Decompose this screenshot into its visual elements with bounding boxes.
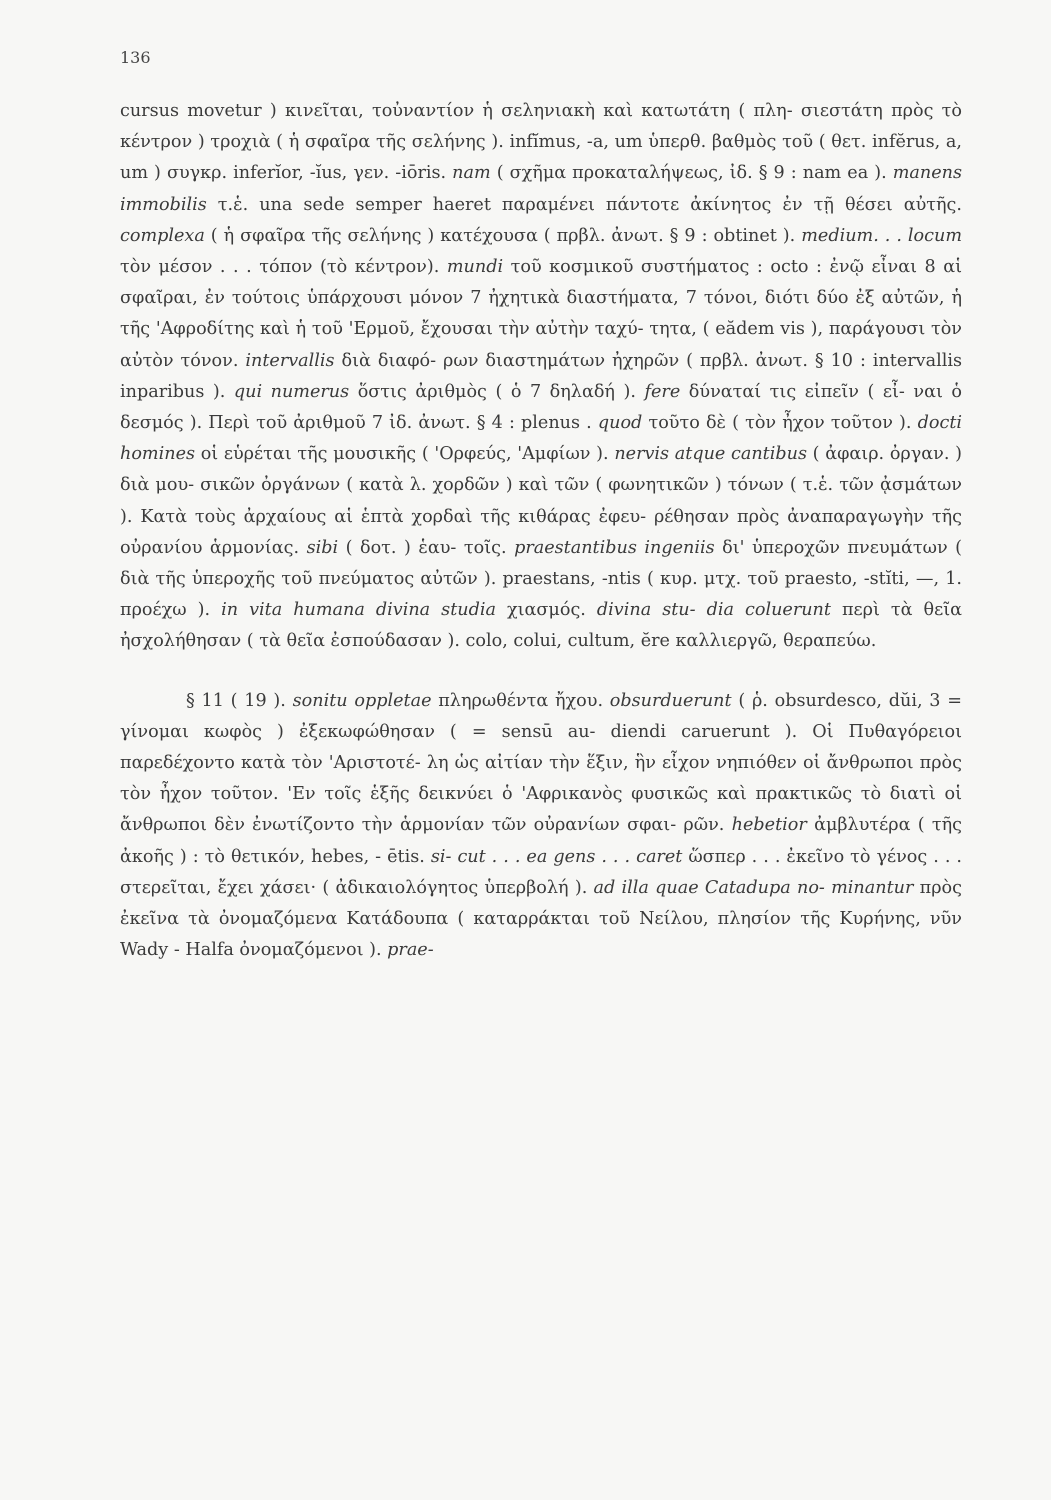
text-run: ( ῥ. <box>731 690 768 711</box>
latin-lemma: complexa <box>120 225 205 246</box>
text-run: ὅστις ἀριθμὸς ( ὁ 7 δηλαδή ). <box>349 381 645 402</box>
text-run: ρέθησαν πρὸς ἀναπαραγωγὴν τῆς οὐρανίου ἁρμονίας. <box>120 506 962 558</box>
latin-lemma: prae- <box>387 940 434 961</box>
latin-lemma: nam <box>452 163 491 184</box>
latin-lemma: intervallis <box>245 350 335 371</box>
latin-lemma: si- <box>430 846 452 867</box>
text-run: Νείλου, πλησίον τῆς Κυρήνης, νῦν Wady - Halfa ὀνομαζόμενοι ). <box>120 909 963 961</box>
text-run: τῇ θέσει αὐτῆς. <box>813 194 963 215</box>
text-run: τῶν ᾀσμάτων ). Κατὰ τοὺς ἀρχαίους αἱ ἑπτὰ χορδαὶ τῆς κιθάρας ἐφευ- <box>120 475 962 527</box>
text-run: τοῦτον. 'Εν τοῖς ἑξῆς δεικνύει ὁ 'Αφρικανὸς φυσικῶς καὶ πρακτικῶς <box>210 784 853 805</box>
text-run: δύναταί τις εἰπεῖν ( εἶ- <box>680 381 905 402</box>
latin-lemma: qui numerus <box>233 381 350 402</box>
latin-lemma: hebetior <box>731 815 807 836</box>
text-run: obsurdesco, dŭi, 3 = γίνομαι κωφὸς ) ἐξεκωφώθησαν ( = sensū au- <box>120 690 962 742</box>
latin-lemma: manens <box>892 163 962 184</box>
section-ref: § 11 ( 19 ). <box>186 690 293 711</box>
text-run: τὸν μέσον . . . τόπον (τὸ κέντρον). <box>120 257 440 278</box>
text-run: λη ὡς αἰτίαν τὴν ἕξιν, ἣν εἶχον νηπιόθεν οἱ ἄνθρωποι πρὸς τὸν ἦχον <box>120 753 962 805</box>
latin-lemma: immobilis <box>120 194 207 215</box>
text-run: cursus movetur ) κινεῖται, τοὐναντίον ἡ σεληνιακὴ καὶ κατωτάτη ( πλη- <box>120 101 793 121</box>
text-run: τοῖς. <box>463 537 515 558</box>
text-run: ( σχῆμα προκαταλήψεως, ἰδ. § 9 : nam ea ). <box>490 163 893 184</box>
text-run: τὸ διατὶ οἱ ἄνθρωποι δὲν ἐνωτίζοντο τὴν ἁρμονίαν τῶν οὐρανίων σφαι- <box>120 784 963 836</box>
latin-lemma: ad illa quae Catadupa no- <box>593 877 825 898</box>
text-run: ρῶν. <box>683 815 732 836</box>
text-run: τητα, ( eădem vis ), παράγουσι τὸν αὐτὸν τόνον. <box>120 319 962 371</box>
latin-lemma: obsurduerunt <box>609 690 732 711</box>
text-run: ναι ὁ δεσμός ). Περὶ τοῦ ἀριθμοῦ 7 ἰδ. ἀνωτ. § 4 : plenus . <box>120 381 963 434</box>
text-run: οἱ εὑρέται τῆς μουσικῆς <box>195 444 417 465</box>
latin-lemma: fere <box>644 381 681 402</box>
text-run: γεν. -iōris. <box>353 163 453 184</box>
paragraph-2 <box>120 686 962 967</box>
latin-lemma: divina stu- <box>596 600 696 621</box>
text-run: ἀνωτ. § 9 : obtinet ). <box>611 225 802 246</box>
text-run: σικῶν ὀργάνων ( κατὰ λ. χορδῶν ) καὶ τῶν ( φωνητικῶν ) τόνων ( τ.ἑ. <box>200 475 834 496</box>
text-run: τοῦ κοσμικοῦ συστήματος : octo : ἐνῷ εἶναι 8 αἱ σφαῖραι, ἐν <box>120 257 962 309</box>
text-run: ρων διαστημάτων ἠχηρῶν ( πρβλ. ἀνωτ. § 10 : intervallis inparibus ). <box>120 350 963 402</box>
text-run: colui, cultum, ĕre καλλιεργῶ, θεραπεύω. <box>513 631 877 652</box>
latin-lemma: nervis atque cantibus <box>614 444 807 465</box>
latin-lemma: mundi <box>446 257 504 278</box>
text-run: ( ἡ σφαῖρα τῆς σελήνης ) κατέχουσα ( πρβλ. <box>204 225 606 246</box>
main-text <box>120 96 962 966</box>
latin-lemma: quod <box>597 413 643 434</box>
latin-lemma: sibi <box>306 537 339 558</box>
text-run: diendi caruerunt ). Οἱ Πυθαγόρειοι παρεδέχοντο κατὰ τὸν 'Αριστοτέ- <box>120 721 963 774</box>
text-run: σιεστάτη πρὸς τὸ κέντρον ) τροχιὰ ( ἡ σφαῖρα τῆς σελήνης ). infĭmus, <box>120 101 963 153</box>
latin-lemma: sonitu oppletae <box>292 690 432 711</box>
text-run: χιασμός. <box>495 600 597 621</box>
text-run: ( ἀφαιρ. ὀργαν. ) διὰ μου- <box>120 444 962 496</box>
text-run: ὥσπερ . . . ἐκεῖνο τὸ γένος . . . στερεῖται, <box>120 846 962 898</box>
text-run: ἀμβλυτέρα ( τῆς ἀκοῆς ) : τὸ θετικόν, hebes, - ētis. <box>120 815 962 867</box>
text-run: —, 1. προέχω ). <box>120 569 962 621</box>
page-number: 136 <box>120 48 151 67</box>
latin-lemma: praestantibus ingeniis <box>514 537 715 558</box>
text-run: πληρωθέντα ἤχου. <box>431 690 610 711</box>
text-run: δι' ὑπεροχῶν πνευμάτων ( διὰ τῆς ὑπεροχῆς <box>120 537 963 590</box>
paragraph-1 <box>120 96 962 658</box>
latin-lemma: in vita humana divina studia <box>221 600 496 621</box>
paragraph-gap <box>120 658 962 686</box>
text-run: τούτοις ὑπάρχουσι μόνον 7 ἠχητικὰ διαστήματα, 7 τόνοι, διότι δύο ἐξ <box>231 288 875 309</box>
text-run: -a, um ὑπερθ. βαθμὸς τοῦ ( θετ. infĕrus, a, um ) συγκρ. inferĭor, -ĭus, <box>120 132 963 184</box>
text-run: πρὸς ἐκεῖνα τὰ ὀνομαζόμενα Κατάδουπα ( καταρράκται τοῦ <box>120 877 963 930</box>
latin-lemma: medium. . . locum <box>801 225 963 246</box>
text-run: ἔχει χάσει· ( ἀδικαιολόγητος ὑπερβολή ). <box>217 877 594 898</box>
latin-lemma: docti homines <box>120 413 963 465</box>
text-run: διὰ διαφό- <box>334 350 437 371</box>
latin-lemma: dia coluerunt <box>706 600 831 621</box>
text-run: περὶ τὰ θεῖα ἠσχολήθησαν ( τὰ θεῖα ἐσπούδασαν ). colo, <box>120 600 963 652</box>
text-run: τοῦτο δὲ ( τὸν ἦχον τοῦτον ). <box>648 413 918 434</box>
text-run: ( 'Ορφεύς, 'Αμφίων ). <box>421 444 615 465</box>
text-run: αὐτῶν, ἡ τῆς 'Αφροδίτης καὶ ἡ τοῦ 'Ερμοῦ, ἔχουσαι τὴν αὐτὴν ταχύ- <box>120 288 963 340</box>
latin-lemma: cut . . . ea gens . . . caret <box>457 846 683 867</box>
text-run: ( δοτ. ) ἑαυ- <box>338 537 457 558</box>
text-run: τοῦ πνεύματος αὐτῶν ). praestans, -ntis ( κυρ. μτχ. τοῦ praesto, -stĭti, <box>281 569 910 590</box>
text-run: τ.ἑ. una sede semper haeret παραμένει πάντοτε ἀκίνητος ἐν <box>206 194 803 215</box>
latin-lemma: minantur <box>831 877 914 898</box>
